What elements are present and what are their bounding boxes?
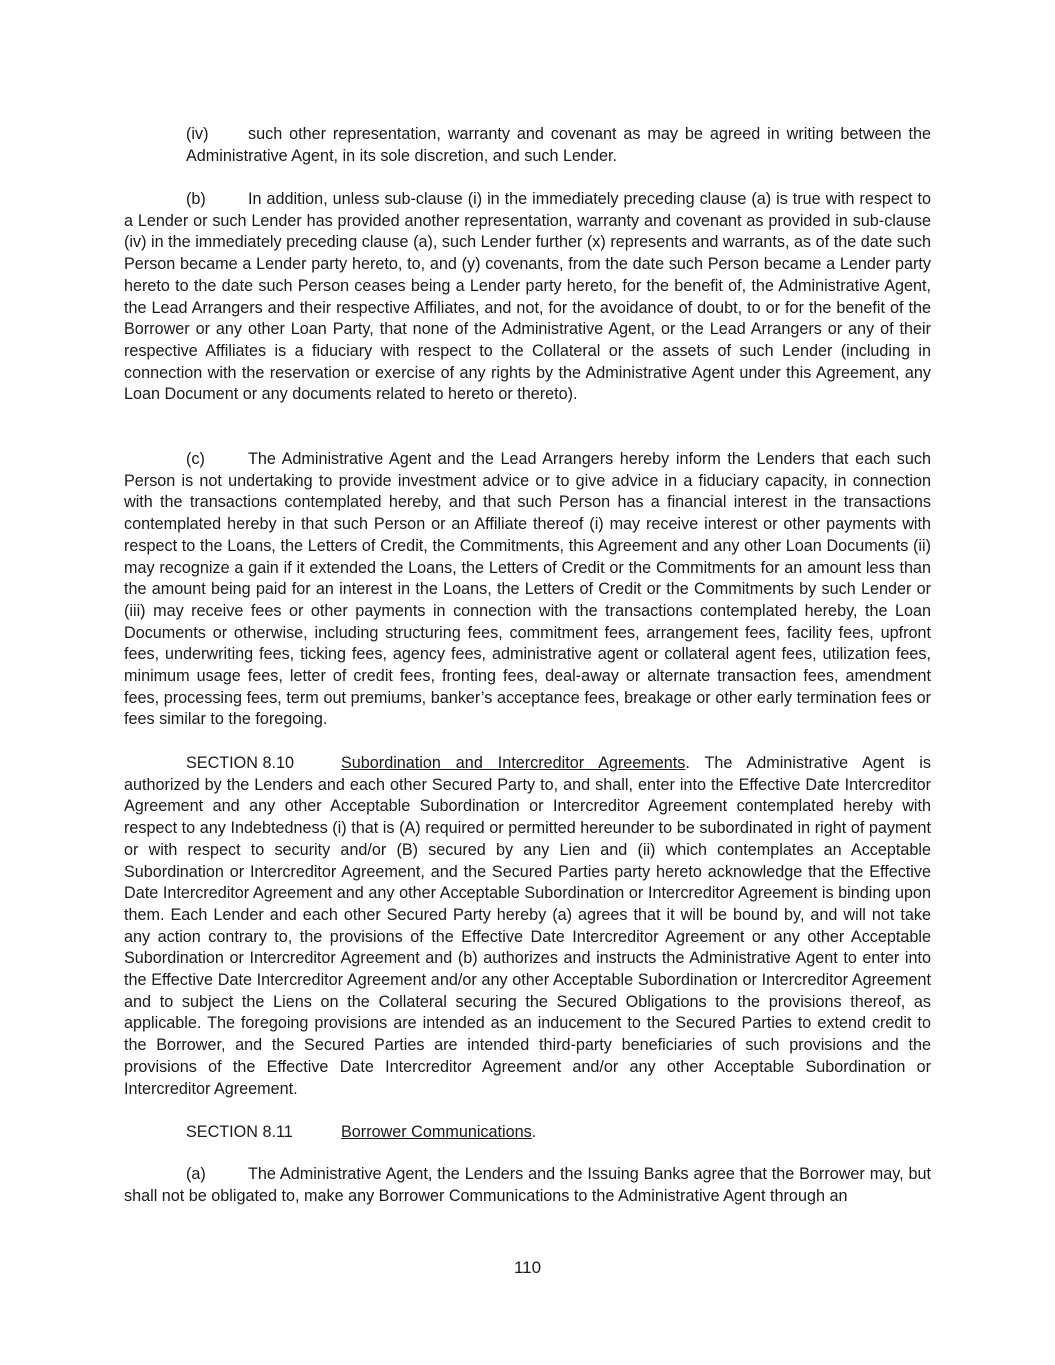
clause-c-paragraph — [124, 449, 931, 731]
section-8-10-paragraph — [124, 753, 931, 1100]
clause-c-text: The Administrative Agent and the Lead Arrangers hereby inform the Lenders that each such Person is not undertaking to provide investment advice or to give advice in a fiduciary capacity, in connection with the transactions contemplated hereby, and that such Person has a financial interest in the transactions contemplated hereby in that such Person or an Affiliate thereof (i) may receive interest or other payments with respect to the Loans, the Letters of Credit, the Commitments, this Agreement and any other Loan Documents (ii) may recognize a gain if it extended the Loans, the Letters of Credit or the Commitments for an amount less than the amount being paid for an interest in the Loans, the Letters of Credit or the Commitments by such Lender or (iii) may receive fees or other payments in connection with the transactions contemplated hereby, the Loan Documents or otherwise, including structuring fees, commitment fees, arrangement fees, facility fees, upfront fees, underwriting fees, ticking fees, agency fees, administrative agent or collateral agent fees, utilization fees, minimum usage fees, letter of credit fees, fronting fees, deal-away or alternate transaction fees, amendment fees, processing fees, term out premiums, banker’s acceptance fees, breakage or other early termination fees or fees similar to the foregoing. — [124, 450, 931, 729]
clause-iv-paragraph — [186, 124, 931, 167]
clause-b-text: In addition, unless sub-clause (i) in the immediately preceding clause (a) is true with respect to a Lender or such Lender has provided another representation, warranty and covenant as provided in sub-clause (iv) in the immediately preceding clause (a), such Lender further (x) represents and warrants, as of the date such Person became a Lender party hereto, to, and (y) covenants, from the date such Person became a Lender party hereto to the date such Person ceases being a Lender party hereto, for the benefit of, the Administrative Agent, the Lead Arrangers and their respective Affiliates, and not, for the avoidance of doubt, to or for the benefit of the Borrower or any other Loan Party, that none of the Administrative Agent, or the Lead Arrangers or any of their respective Affiliates is a fiduciary with respect to the Collateral or the assets of such Lender (including in connection with the reservation or exercise of any rights by the Administrative Agent under this Agreement, any Loan Document or any documents related to hereto or thereto). — [124, 190, 931, 404]
section-8-10-text: . The Administrative Agent is authorized by the Lenders and each other Secured Party to, and shall, enter into the Effective Date Intercreditor Agreement and any other Acceptable Subordination or Intercreditor Agreement contemplated hereby with respect to any Indebtedness (i) that is (A) required or permitted hereunder to be subordinated in right of payment or with respect to security and/or (B) secured by any Lien and (ii) which contemplates an Acceptable Subordination or Intercreditor Agreement, and the Secured Parties party hereto acknowledge that the Effective Date Intercreditor Agreement and any other Acceptable Subordination or Intercreditor Agreement is binding upon them. Each Lender and each other Secured Party hereby (a) agrees that it will be bound by, and will not take any action contrary to, the provisions of the Effective Date Intercreditor Agreement or any other Acceptable Subordination or Intercreditor Agreement and (b) authorizes and instructs the Administrative Agent to enter into the Effective Date Intercreditor Agreement and/or any other Acceptable Subordination or Intercreditor Agreement and to subject the Liens on the Collateral securing the Secured Obligations to the provisions thereof, as applicable. The foregoing provisions are intended as an inducement to the Secured Parties to extend credit to the Borrower, and the Secured Parties are intended third-party beneficiaries of such provisions and the provisions of the Effective Date Intercreditor Agreement and/or any other Acceptable Subordination or Intercreditor Agreement. — [124, 754, 931, 1098]
clause-a-text: The Administrative Agent, the Lenders and the Issuing Banks agree that the Borrower may, but shall not be obligated to, make any Borrower Communications to the Administrative Agent through an — [124, 1165, 931, 1205]
clause-b-paragraph — [124, 189, 931, 406]
clause-a-paragraph — [124, 1164, 931, 1207]
section-8-11-heading-line — [124, 1122, 931, 1144]
section-8-10-heading: Subordination and Intercreditor Agreements — [341, 754, 686, 772]
clause-a-label: (a) — [186, 1165, 206, 1183]
section-8-11-trailing: . — [531, 1123, 537, 1141]
section-8-11-heading: Borrower Communications — [341, 1123, 532, 1141]
clause-iv-label: (iv) — [186, 125, 209, 143]
page-number: 110 — [513, 1258, 542, 1277]
section-8-11-number: SECTION 8.11 — [186, 1123, 293, 1141]
section-8-10-number: SECTION 8.10 — [186, 754, 294, 772]
clause-iv-text: such other representation, warranty and covenant as may be agreed in writing between the Administrative Agent, in its sole discretion, and such Lender. — [186, 125, 931, 165]
clause-b-label: (b) — [186, 190, 206, 208]
clause-c-label: (c) — [186, 450, 205, 468]
